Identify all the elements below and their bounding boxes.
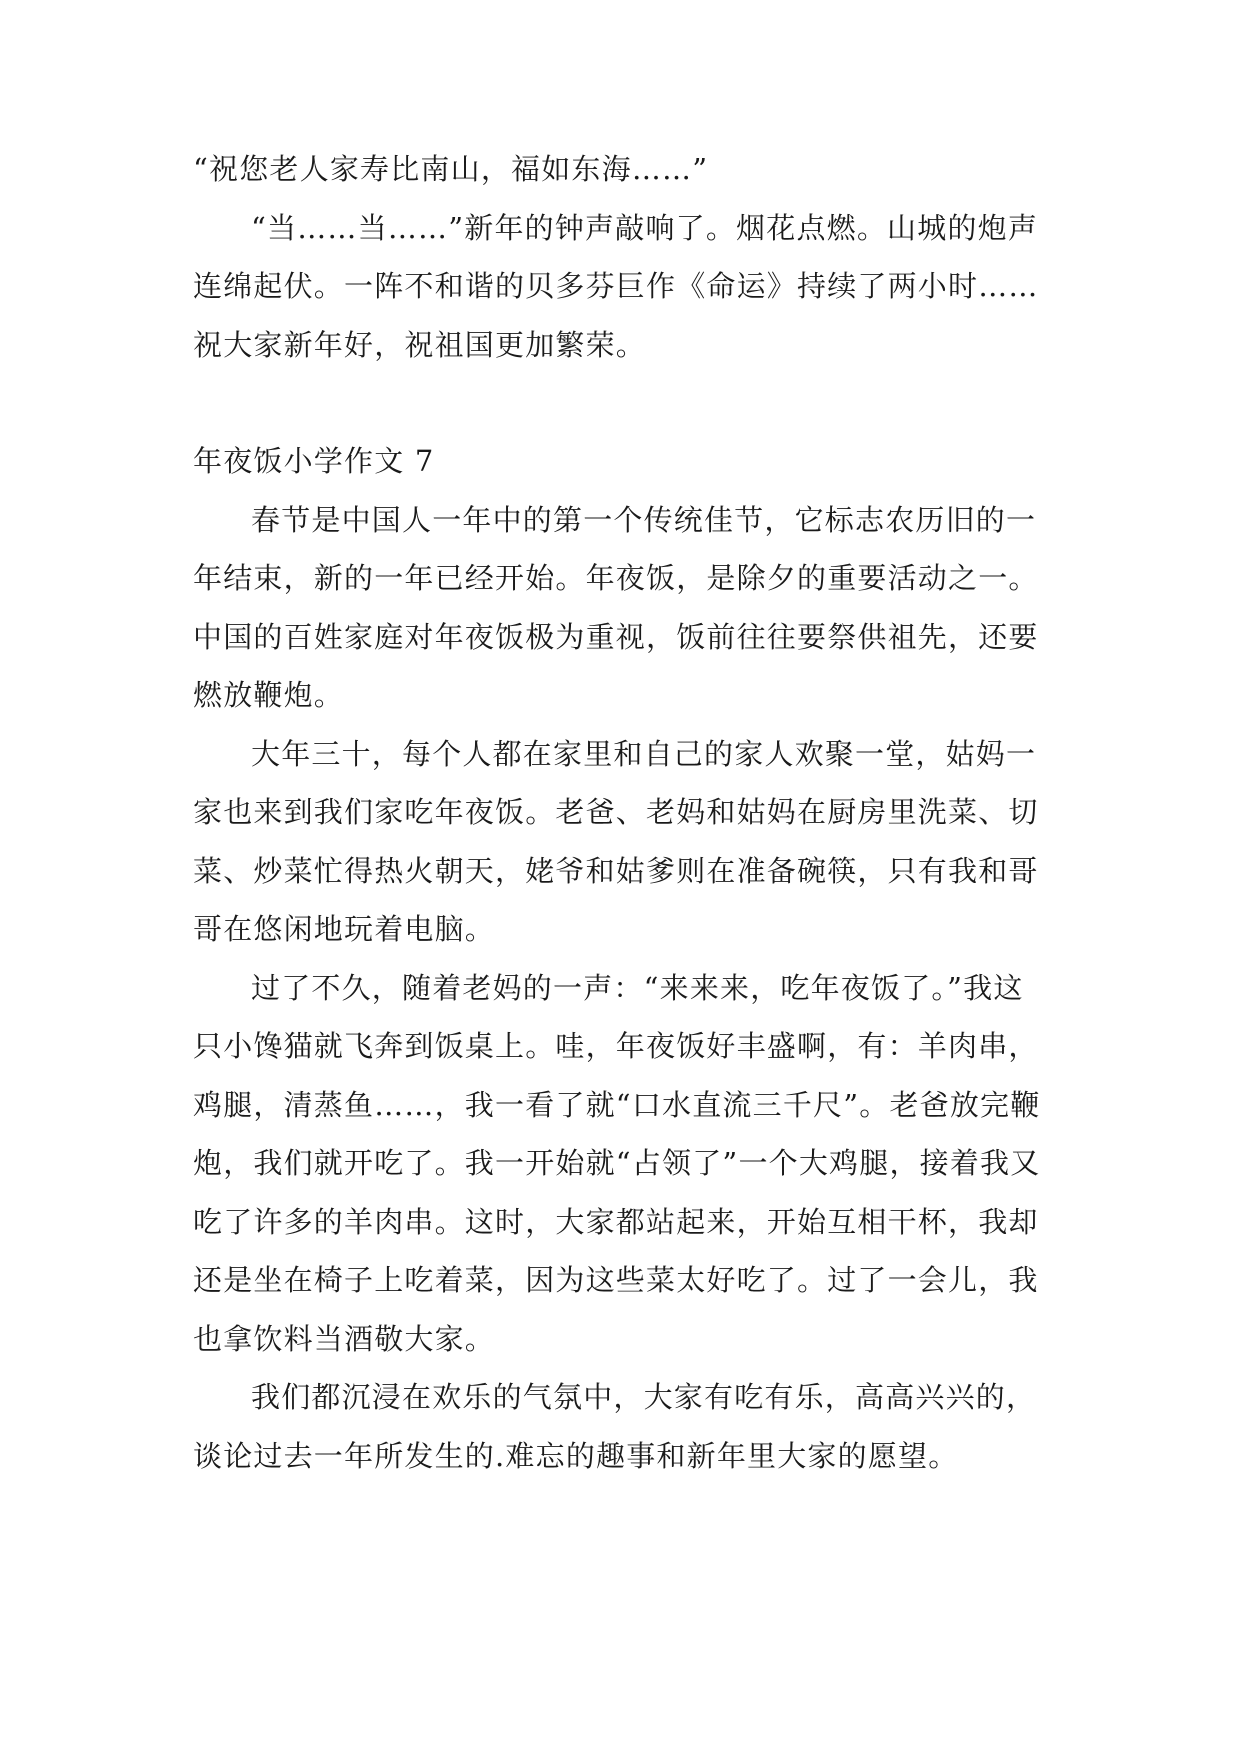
document-page bbox=[193, 140, 1053, 1485]
section-title: 年夜饭小学作文 7 bbox=[193, 444, 435, 478]
paragraph-greeting: “祝您老人家寿比南山，福如东海……” bbox=[193, 152, 709, 186]
paragraph-spring-festival: 春节是中国人一年中的第一个传统佳节，它标志农历旧的一年结束，新的一年已经开始。年夜饭，是除夕的重要活动之一。中国的百姓家庭对年夜饭极为重视，饭前往往要祭供祖先，还要燃放鞭炮。 bbox=[193, 502, 1039, 712]
paragraph-dinner: 过了不久，随着老妈的一声：“来来来，吃年夜饭了。”我这只小馋猫就飞奔到饭桌上。哇，年夜饭好丰盛啊，有：羊肉串，鸡腿，清蒸鱼……，我一看了就“口水直流三千尺”。老爸放完鞭炮，我们就开吃了。我一开始就“占领了”一个大鸡腿，接着我又吃了许多的羊肉串。这时，大家都站起来，开始互相干杯，我却还是坐在椅子上吃着菜，因为这些菜太好吃了。过了一会儿，我也拿饮料当酒敬大家。 bbox=[193, 970, 1041, 1356]
paragraph-new-year-eve: 大年三十，每个人都在家里和自己的家人欢聚一堂，姑妈一家也来到我们家吃年夜饭。老爸、老妈和姑妈在厨房里洗菜、切菜、炒菜忙得热火朝天，姥爷和姑爹则在准备碗筷，只有我和哥哥在悠闲地玩着电脑。 bbox=[193, 736, 1039, 946]
paragraph-new-year-bell: “当……当……”新年的钟声敲响了。烟花点燃。山城的炮声连绵起伏。一阵不和谐的贝多芬巨作《命运》持续了两小时……祝大家新年好，祝祖国更加繁荣。 bbox=[193, 210, 1039, 362]
paragraph-joy: 我们都沉浸在欢乐的气氛中，大家有吃有乐，高高兴兴的，谈论过去一年所发生的.难忘的趣事和新年里大家的愿望。 bbox=[193, 1380, 1037, 1473]
